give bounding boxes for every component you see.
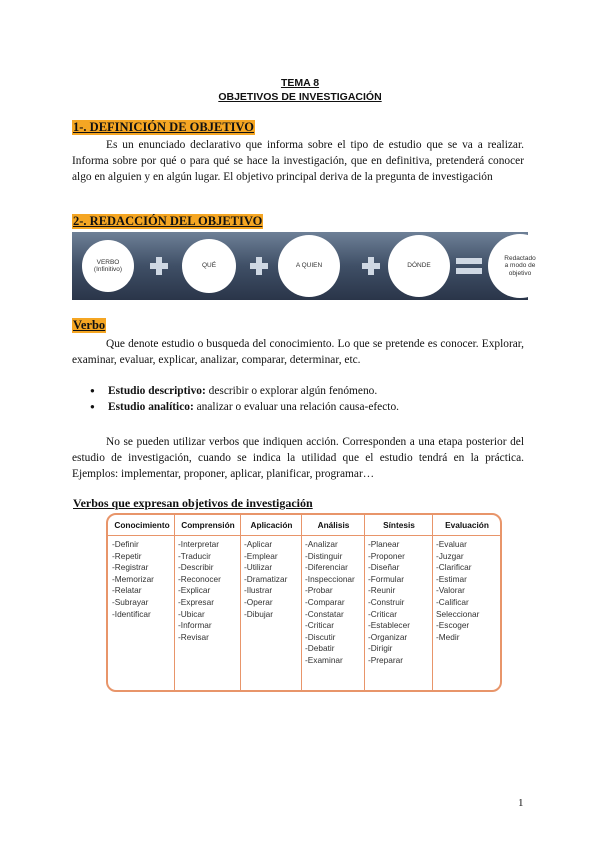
list-item: -Expresar bbox=[178, 596, 214, 607]
a-quien-circle bbox=[278, 235, 340, 297]
list-item: -Calificar bbox=[436, 596, 469, 607]
list-item: -Diferenciar bbox=[305, 562, 348, 573]
list-item: -Operar bbox=[244, 596, 273, 607]
list-item: -Utilizar bbox=[244, 562, 273, 573]
list-item: -Revisar bbox=[178, 631, 209, 642]
list-item: -Identificar bbox=[112, 608, 151, 619]
study-types-list bbox=[90, 383, 399, 415]
list-item: -Diseñar bbox=[368, 562, 400, 573]
plus-icon bbox=[150, 257, 168, 275]
list-item: -Estimar bbox=[436, 573, 467, 584]
verbs-table bbox=[106, 513, 502, 692]
list-item: -Ilustrar bbox=[244, 585, 273, 596]
list-item: -Describir bbox=[178, 562, 214, 573]
list-item: -Evaluar bbox=[436, 539, 467, 549]
column-items bbox=[108, 536, 174, 620]
table-column bbox=[301, 515, 364, 690]
list-item: -Valorar bbox=[436, 585, 465, 596]
list-item: -Dibujar bbox=[244, 608, 274, 619]
list-item: -Reunir bbox=[368, 585, 396, 596]
table-heading: Verbos que expresan objetivos de investigación bbox=[73, 496, 313, 510]
objective-formula-banner bbox=[72, 232, 536, 300]
donde-circle bbox=[388, 235, 450, 297]
redactado-circle bbox=[488, 234, 552, 298]
list-item: -Interpretar bbox=[178, 539, 220, 549]
list-item: -Juzgar bbox=[436, 550, 464, 561]
column-header: Aplicación bbox=[240, 515, 301, 536]
list-item: -Preparar bbox=[368, 654, 404, 665]
table-column bbox=[364, 515, 432, 690]
bullet-text: describir o explorar algún fenómeno. bbox=[205, 385, 378, 397]
list-item: -Inspeccionar bbox=[305, 573, 355, 584]
donde-label: DÓNDE bbox=[407, 262, 431, 270]
equals-icon bbox=[456, 257, 482, 275]
column-items bbox=[174, 536, 240, 643]
list-item: -Debatir bbox=[305, 643, 335, 654]
que-label: QUÉ bbox=[201, 262, 217, 270]
list-item: -Probar bbox=[305, 585, 333, 596]
a-quien-label: A QUIEN bbox=[295, 262, 323, 270]
action-verbs-paragraph: No se pueden utilizar verbos que indiquen acción. Corresponden a una etapa posterior del estudio de investigación, cuando se indica la utilidad que el estudio tendrá en la práctica. Ejemplos: implementar, proponer, aplicar, planificar, programar… bbox=[72, 436, 524, 480]
table-column bbox=[432, 515, 500, 690]
page-title: OBJETIVOS DE INVESTIGACIÓN bbox=[218, 91, 382, 103]
table-column bbox=[108, 515, 174, 690]
plus-icon bbox=[250, 257, 268, 275]
list-item: -Relatar bbox=[112, 585, 142, 596]
bullet-bold: Estudio descriptivo: bbox=[108, 385, 206, 397]
list-item: -Registrar bbox=[112, 562, 149, 573]
list-item: -Discutir bbox=[305, 631, 336, 642]
list-item: -Reconocer bbox=[178, 573, 221, 584]
list-item: -Escoger bbox=[436, 620, 470, 631]
page-number: 1 bbox=[518, 797, 524, 809]
que-circle bbox=[182, 239, 236, 293]
list-item: -Repetir bbox=[112, 550, 142, 561]
list-item: -Analizar bbox=[305, 539, 338, 549]
tema-label: TEMA 8 bbox=[280, 77, 320, 89]
list-item: -Dramatizar bbox=[244, 573, 288, 584]
column-header: Síntesis bbox=[364, 515, 432, 536]
list-item: -Distinguir bbox=[305, 550, 343, 561]
section2-heading: 2-. REDACCIÓN DEL OBJETIVO bbox=[73, 214, 263, 228]
redactado-line2: a modo de bbox=[504, 262, 536, 270]
list-item: -Aplicar bbox=[244, 539, 273, 549]
list-item: -Informar bbox=[178, 620, 212, 631]
list-item: -Examinar bbox=[305, 654, 343, 665]
column-items bbox=[301, 536, 364, 667]
list-item: -Definir bbox=[112, 539, 139, 549]
list-item: -Ubicar bbox=[178, 608, 205, 619]
list-item: -Comparar bbox=[305, 596, 345, 607]
list-item: -Medir bbox=[436, 631, 460, 642]
plus-icon bbox=[362, 257, 380, 275]
column-items bbox=[364, 536, 432, 667]
redactado-line3: objetivo bbox=[508, 269, 532, 277]
verbo-paragraph: Que denote estudio o busqueda del conocimiento. Lo que se pretende es conocer. Explorar, examinar, evaluar, explicar, analizar, comparar, determinar, etc. bbox=[72, 338, 524, 366]
infinitivo-label: (Infinitivo) bbox=[93, 266, 123, 273]
section1-heading: 1-. DEFINICIÓN DE OBJETIVO bbox=[73, 120, 255, 134]
list-item bbox=[90, 383, 399, 399]
verbo-circle bbox=[82, 240, 134, 292]
list-item: -Construir bbox=[368, 596, 405, 607]
list-item: -Emplear bbox=[244, 550, 278, 561]
list-item: -Subrayar bbox=[112, 596, 149, 607]
verbo-label: VERBO bbox=[96, 258, 120, 266]
redactado-line1: Redactado bbox=[504, 254, 536, 262]
list-item: -Constatar bbox=[305, 608, 344, 619]
column-header: Conocimiento bbox=[108, 515, 174, 536]
bullet-text: analizar o evaluar una relación causa-efecto. bbox=[193, 401, 399, 413]
column-header: Comprensión bbox=[174, 515, 240, 536]
list-item: -Criticar bbox=[305, 620, 335, 631]
list-item: -Explicar bbox=[178, 585, 211, 596]
list-item: -Clarificar bbox=[436, 562, 472, 573]
column-header: Evaluación bbox=[432, 515, 500, 536]
table-column bbox=[174, 515, 240, 690]
list-item: Seleccionar bbox=[436, 608, 480, 619]
verbo-heading: Verbo bbox=[73, 318, 106, 332]
table-column bbox=[240, 515, 301, 690]
section1-paragraph: Es un enunciado declarativo que informa sobre el tipo de estudio que se va a realizar. Informa sobre por qué o para qué se hace la investigación, que en definitiva, pretenderá conocer algo en alguien y en algún lugar. El objetivo principal deriva de la pregunta de investigación bbox=[72, 139, 524, 183]
list-item: -Traducir bbox=[178, 550, 211, 561]
list-item: -Dirigir bbox=[368, 643, 393, 654]
list-item: -Formular bbox=[368, 573, 404, 584]
list-item: -Establecer bbox=[368, 620, 410, 631]
column-header: Análisis bbox=[301, 515, 364, 536]
list-item: -Organizar bbox=[368, 631, 408, 642]
column-items bbox=[432, 536, 500, 643]
bullet-bold: Estudio analítico: bbox=[108, 401, 194, 413]
column-items bbox=[240, 536, 301, 620]
list-item: -Criticar bbox=[368, 608, 398, 619]
list-item: -Proponer bbox=[368, 550, 405, 561]
list-item: -Memorizar bbox=[112, 573, 154, 584]
list-item bbox=[90, 399, 399, 415]
list-item: -Planear bbox=[368, 539, 400, 549]
